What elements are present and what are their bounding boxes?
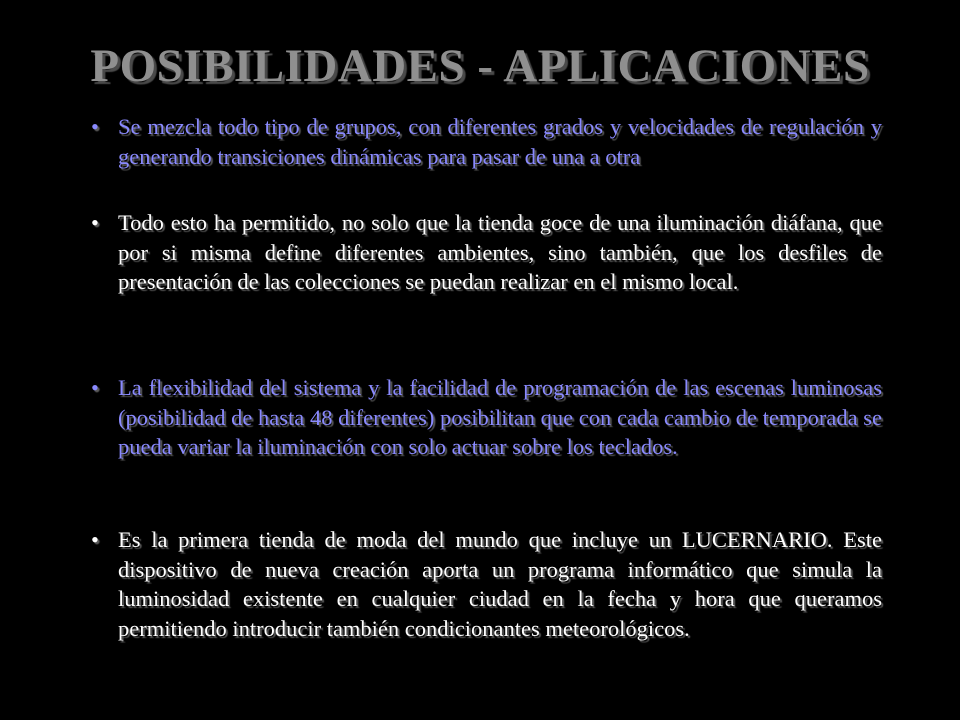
bullet-marker: •	[91, 375, 99, 400]
bullet-list	[91, 112, 882, 665]
bullet-text: La flexibilidad del sistema y la facilidad de programación de las escenas luminosas (posibilidad de hasta 48 diferentes) posibilitan que con cada cambio de temporada se pueda variar la iluminación con solo actuar sobre los teclados.	[118, 375, 882, 459]
bullet-text: Es la primera tienda de moda del mundo que incluye un LUCERNARIO. Este dispositivo de nueva creación aporta un programa informático que simula la luminosidad existente en cualquier ciudad en la fecha y hora que queramos permitiendo introducir también condicionantes meteorológicos.	[118, 527, 882, 641]
bullet-text: Se mezcla todo tipo de grupos, con diferentes grados y velocidades de regulación y generando transiciones dinámicas para pasar de una a otra	[118, 114, 882, 169]
bullet-item	[91, 112, 882, 208]
bullet-item	[91, 525, 882, 665]
bullet-marker: •	[91, 114, 99, 139]
bullet-text: Todo esto ha permitido, no solo que la tienda goce de una iluminación diáfana, que por si misma define diferentes ambientes, sino también, que los desfiles de presentación de las colecciones se puedan realizar en el mismo local.	[118, 210, 882, 294]
bullet-item	[91, 373, 882, 525]
bullet-marker: •	[91, 210, 99, 235]
bullet-item	[91, 208, 882, 373]
bullet-marker: •	[91, 527, 99, 552]
slide-title: POSIBILIDADES - APLICACIONES	[90, 40, 870, 92]
